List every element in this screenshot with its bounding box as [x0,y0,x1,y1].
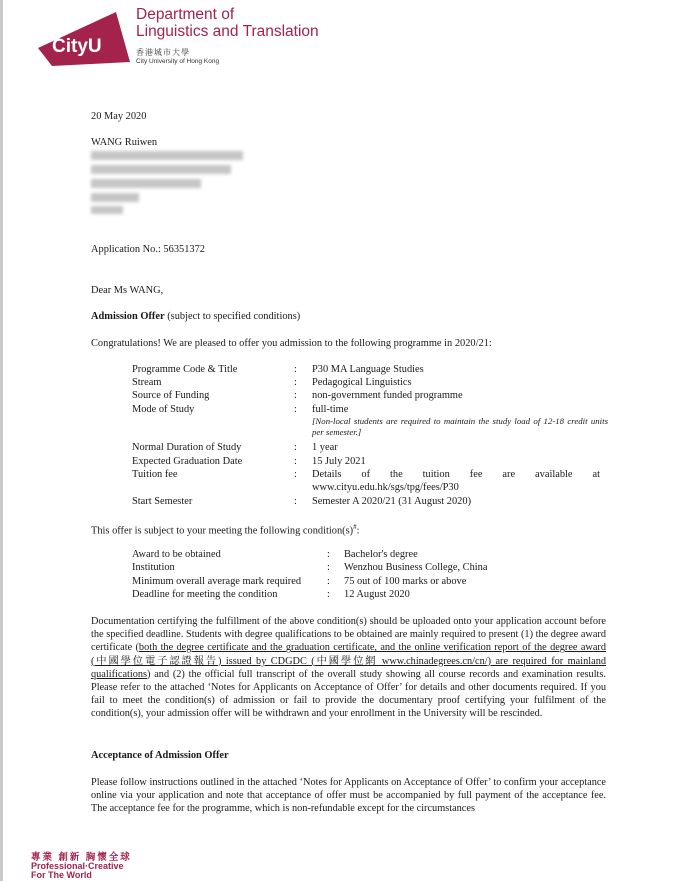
redacted-address-line [91,206,123,214]
colon: : [294,442,297,453]
colon: : [327,549,330,560]
recipient-name: WANG Ruiwen [91,137,158,148]
condition-label: Minimum overall average mark required [132,576,302,587]
programme-value: P30 MA Language Studies [312,364,424,375]
colon: : [294,456,297,467]
programme-label: Programme Code & Title [132,364,238,375]
programme-value: non-government funded programme [312,390,463,401]
condition-label: Institution [132,562,175,573]
condition-label: Deadline for meeting the condition [132,589,278,600]
svg-text:CityU: CityU [52,36,102,57]
programme-value: Semester A 2020/21 (31 August 2020) [312,496,472,507]
acceptance-heading: Acceptance of Admission Offer [91,750,229,761]
redacted-address-line [91,193,139,202]
conditions-intro: This offer is subject to your meeting the following condition(s)#: [91,523,360,537]
colon: : [327,576,330,587]
colon: : [294,469,297,480]
salutation: Dear Ms WANG, [91,285,164,296]
letter-date: 20 May 2020 [91,111,147,122]
colon: : [294,496,297,507]
department-name: Department of Linguistics and Translation [136,6,319,40]
condition-label: Award to be obtained [132,549,221,560]
programme-value: full-time [312,404,349,415]
programme-label: Tuition fee [132,469,178,480]
redacted-address-line [91,179,201,188]
programme-label: Source of Funding [132,390,210,401]
condition-value: Wenzhou Business College, China [344,562,488,573]
colon: : [327,562,330,573]
documentation-paragraph: Documentation certifying the fulfillment of the above condition(s) should be uploaded onto your application account before the specified deadline. Students with degree qualifications to be obtained are mainly required to present (1) the degree award certificate (both the degree certificate and the graduation certificate, and the online verification report of the degree award (中國學位電子認證報告) issued by CDGDC (中國學位網 www.chinadegrees.cn/cn/) are required for mainland qualifications) and (2) the official full transcript of the overall study showing all course records and examination results. Please refer to the attached ‘Notes for Applicants on Acceptance of Offer’ for details and other documents required. If you fail to meet the condition(s) of admission or fail to provide the documentary proof certifying your fulfilment of the condition(s), your admission offer will be withdrawn and your enrollment in the University will be rescinded. [91,616,606,720]
colon: : [294,390,297,401]
congratulations-text: Congratulations! We are pleased to offer you admission to the following programme in 2020/21: [91,338,492,349]
programme-value: 15 July 2021 [312,456,366,467]
application-number: Application No.: 56351372 [91,244,205,255]
programme-label: Normal Duration of Study [132,442,242,453]
redacted-address-line [91,151,243,160]
university-name-cn: 香港城市大學 [136,48,190,57]
study-load-note: [Non-local students are required to maintain the study load of 12-18 credit units per semester.] [312,416,608,437]
programme-value: Details of the tuition fee are available at [312,469,600,480]
redacted-address-line [91,165,231,174]
tuition-fee-link[interactable]: www.cityu.edu.hk/sgs/tpg/fees/P30 [312,482,459,493]
programme-label: Expected Graduation Date [132,456,243,467]
university-name-en: City University of Hong Kong [136,58,220,65]
acceptance-paragraph: Please follow instructions outlined in the attached ‘Notes for Applicants on Acceptance of Offer’ to confirm your acceptance online via your application and note that acceptance of offer must be accompanied by full payment of the acceptance fee. The acceptance fee for the programme, which is non-refundable except for the circumstances [91,777,606,815]
cityu-logo [38,10,133,66]
condition-value: 12 August 2020 [344,589,410,600]
footer-slogan-cn: 專業 創新 胸懷全球 [31,853,132,863]
programme-label: Mode of Study [132,404,195,415]
programme-value: Pedagogical Linguistics [312,377,412,388]
colon: : [294,364,297,375]
colon: : [327,589,330,600]
condition-value: 75 out of 100 marks or above [344,576,467,587]
colon: : [294,377,297,388]
programme-value: 1 year [312,442,338,453]
subject-line: Admission Offer (subject to specified conditions) [91,311,301,322]
programme-label: Stream [132,377,162,388]
page-edge [0,0,3,881]
condition-value: Bachelor's degree [344,549,418,560]
programme-label: Start Semester [132,496,193,507]
colon: : [294,404,297,415]
footer-slogan-en: Professional·Creative For The World [31,861,124,880]
